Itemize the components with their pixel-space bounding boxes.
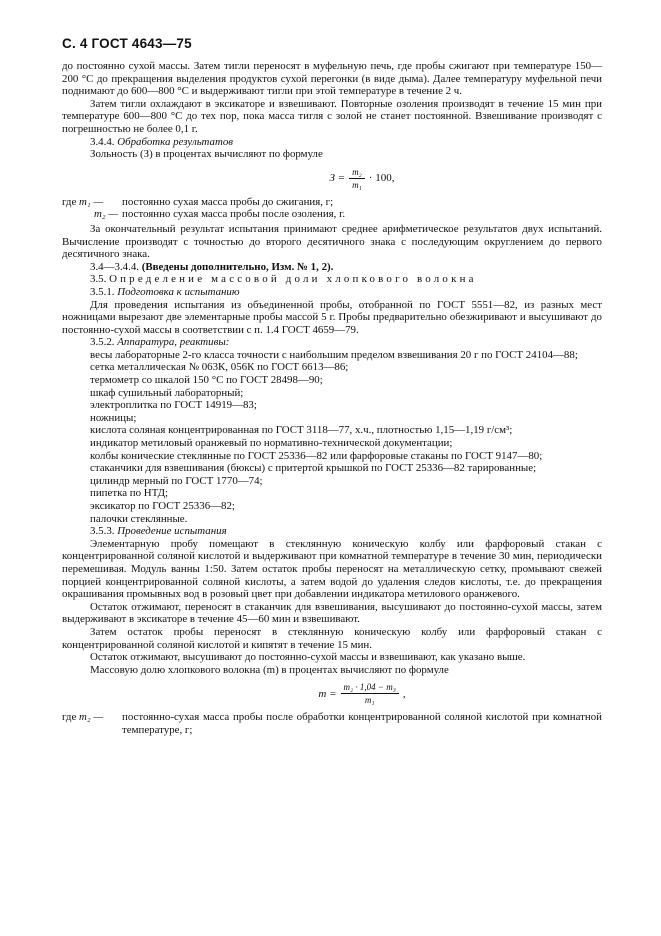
variable-text: постоянно-сухая масса пробы после обработки концентрированной соляной кислотой при комнатной температуре, г; (122, 711, 602, 736)
section-number: 3.4—3.4.4. (90, 260, 140, 273)
list-item: индикатор метиловый оранжевый по нормативно-технической документации; (90, 437, 453, 450)
variable-text: постоянно сухая масса пробы после озоления, г. (122, 208, 346, 221)
paragraph: Зольность (З) в процентах вычисляют по формуле (90, 148, 323, 161)
formula-rhs: · 100, (368, 171, 395, 184)
variable-name: m₁ — (79, 195, 104, 208)
formula-lhs: m = (318, 687, 337, 700)
formula-lhs: З = (329, 171, 346, 184)
list-item: колбы конические стеклянные по ГОСТ 25336—82 или фарфоровые стаканы по ГОСТ 9147—80; (90, 449, 543, 462)
section-title: Обработка результатов (117, 135, 234, 148)
section-title: Аппаратура, реактивы: (117, 336, 230, 349)
amendment-text: (Введены дополнительно, Изм. № 1, 2). (141, 260, 334, 273)
list-item: электроплитка по ГОСТ 14919—83; (90, 399, 257, 412)
ash-formula (122, 167, 602, 190)
section-number: 3.5.2. (90, 336, 115, 349)
list-item: палочки стеклянные. (90, 512, 188, 525)
formula-rhs: , (402, 687, 406, 700)
paragraph: Для проведения испытания из объединенной пробы, отобранной по ГОСТ 5551—82, из разных мест ножницами вырезают две элементарные пробы массой 5 г. Пробы предварительно обезжиривают и высушивают до постоянно-сухой массы в соответствии с п. 1.4 ГОСТ 4659—79. (62, 298, 602, 336)
where-prefix: где (62, 195, 77, 208)
variable-name: m₂ — (93, 208, 118, 221)
variable-name: m₂ — (79, 711, 104, 724)
paragraph: Остаток отжимают, переносят в стаканчик для взвешивания, высушивают до постоянно-сухой массы, затем выдерживают в эксикаторе в течение 45—60 мин и взвешивают. (62, 600, 602, 626)
variable-definition (62, 711, 602, 736)
section-heading-3-5-1 (62, 286, 602, 299)
paragraph: Затем остаток пробы переносят в стеклянную коническую колбу или фарфоровый стакан с концентрированной соляной кислотой и кипятят в течение 15 мин. (62, 625, 602, 651)
list-item: термометр со шкалой 150 °С по ГОСТ 28498—90; (90, 374, 323, 387)
list-item: шкаф сушильный лабораторный; (90, 386, 244, 399)
section-number: 3.5. (90, 273, 107, 286)
formula-denominator: m₁ (364, 695, 375, 706)
list-item: пипетка по НТД; (90, 487, 169, 500)
list-item: эксикатор по ГОСТ 25336—82; (90, 500, 235, 512)
section-heading-3-5 (62, 273, 602, 286)
paragraph: Остаток отжимают, высушивают до постоянно-сухой массы и взвешивают, как указано выше. (90, 651, 526, 664)
section-heading-3-5-2 (62, 336, 602, 349)
list-item: весы лабораторные 2-го класса точности с наибольшим пределом взвешивания 20 г по ГОСТ 24104—88; (90, 348, 578, 361)
section-number: 3.5.1. (90, 285, 115, 298)
section-number: 3.5.3. (90, 525, 115, 538)
fiber-fraction-formula (122, 682, 602, 705)
list-item: сетка металлическая № 063К, 056К по ГОСТ 6613—86; (90, 361, 349, 374)
formula-fraction (349, 167, 365, 190)
formula-numerator: m₂ · 1,04 − m₃ (341, 682, 399, 694)
paragraph: Массовую долю хлопкового волокна (m) в процентах вычисляют по формуле (90, 663, 449, 676)
section-heading-3-5-3 (62, 525, 602, 538)
section-title: Определение массовой доли хлопкового волокна (109, 273, 477, 286)
list-item: ножницы; (90, 411, 137, 424)
list-item: цилиндр мерный по ГОСТ 1770—74; (90, 474, 263, 487)
variable-text: постоянно сухая масса пробы до сжигания, г; (122, 195, 334, 208)
page-header: С. 4 ГОСТ 4643—75 (62, 36, 192, 51)
formula-denominator: m₁ (352, 179, 362, 190)
paragraph: до постоянно сухой массы. Затем тигли переносят в муфельную печь, где пробы сжигают при температуре 150—200 °С до прекращения выделения продуктов сухой перегонки (в виде дыма). Далее температуру муфельной печи поднимают до 600—800 °С и выдерживают тигли при этой температуре в течение 2 ч. (62, 60, 602, 98)
section-number: 3.4.4. (90, 135, 115, 148)
formula-numerator: m₂ (349, 167, 365, 179)
paragraph: Затем тигли охлаждают в эксикаторе и взвешивают. Повторные озоления производят в течение 15 мин при температуре 600—800 °С до тех пор, пока масса тигля с золой не станет постоянной. Взвешивание производят с погрешностью не более 0,1 г. (62, 97, 602, 135)
paragraph: За окончательный результат испытания принимают среднее арифметическое результатов двух испытаний. Вычисление производят с точностью до второго десятичного знака с последующим округлением до первого десятичного знака. (62, 222, 602, 261)
document-body (62, 60, 602, 737)
formula-fraction (341, 682, 399, 705)
section-heading-3-4-4 (62, 136, 602, 149)
variable-definition (62, 196, 602, 209)
list-item: кислота соляная концентрированная по ГОСТ 3118—77, х.ч., плотностью 1,15—1,19 г/см³; (90, 424, 513, 437)
section-title: Подготовка к испытанию (117, 285, 240, 298)
where-prefix: где (62, 711, 77, 724)
variable-definition (62, 208, 602, 221)
section-title: Проведение испытания (117, 525, 227, 538)
amendment-note (62, 261, 602, 274)
paragraph: Элементарную пробу помещают в стеклянную коническую колбу или фарфоровый стакан с концентрированной соляной кислотой и выдерживают при комнатной температуре в течение 30 мин, периодически перемешивая. Модуль ванны 1:50. Затем остаток пробы переносят на металлическую сетку, промывают свежей порцией концентрированной соляной кислоты, а затем водой до удаления следов кислоты, т.е. до прекращения окрашивания промывных вод в розовый цвет при добавлении индикатора метилового оранжевого. (62, 537, 602, 601)
list-item: стаканчики для взвешивания (бюксы) с притертой крышкой по ГОСТ 25336—82 тарированные; (90, 462, 537, 475)
